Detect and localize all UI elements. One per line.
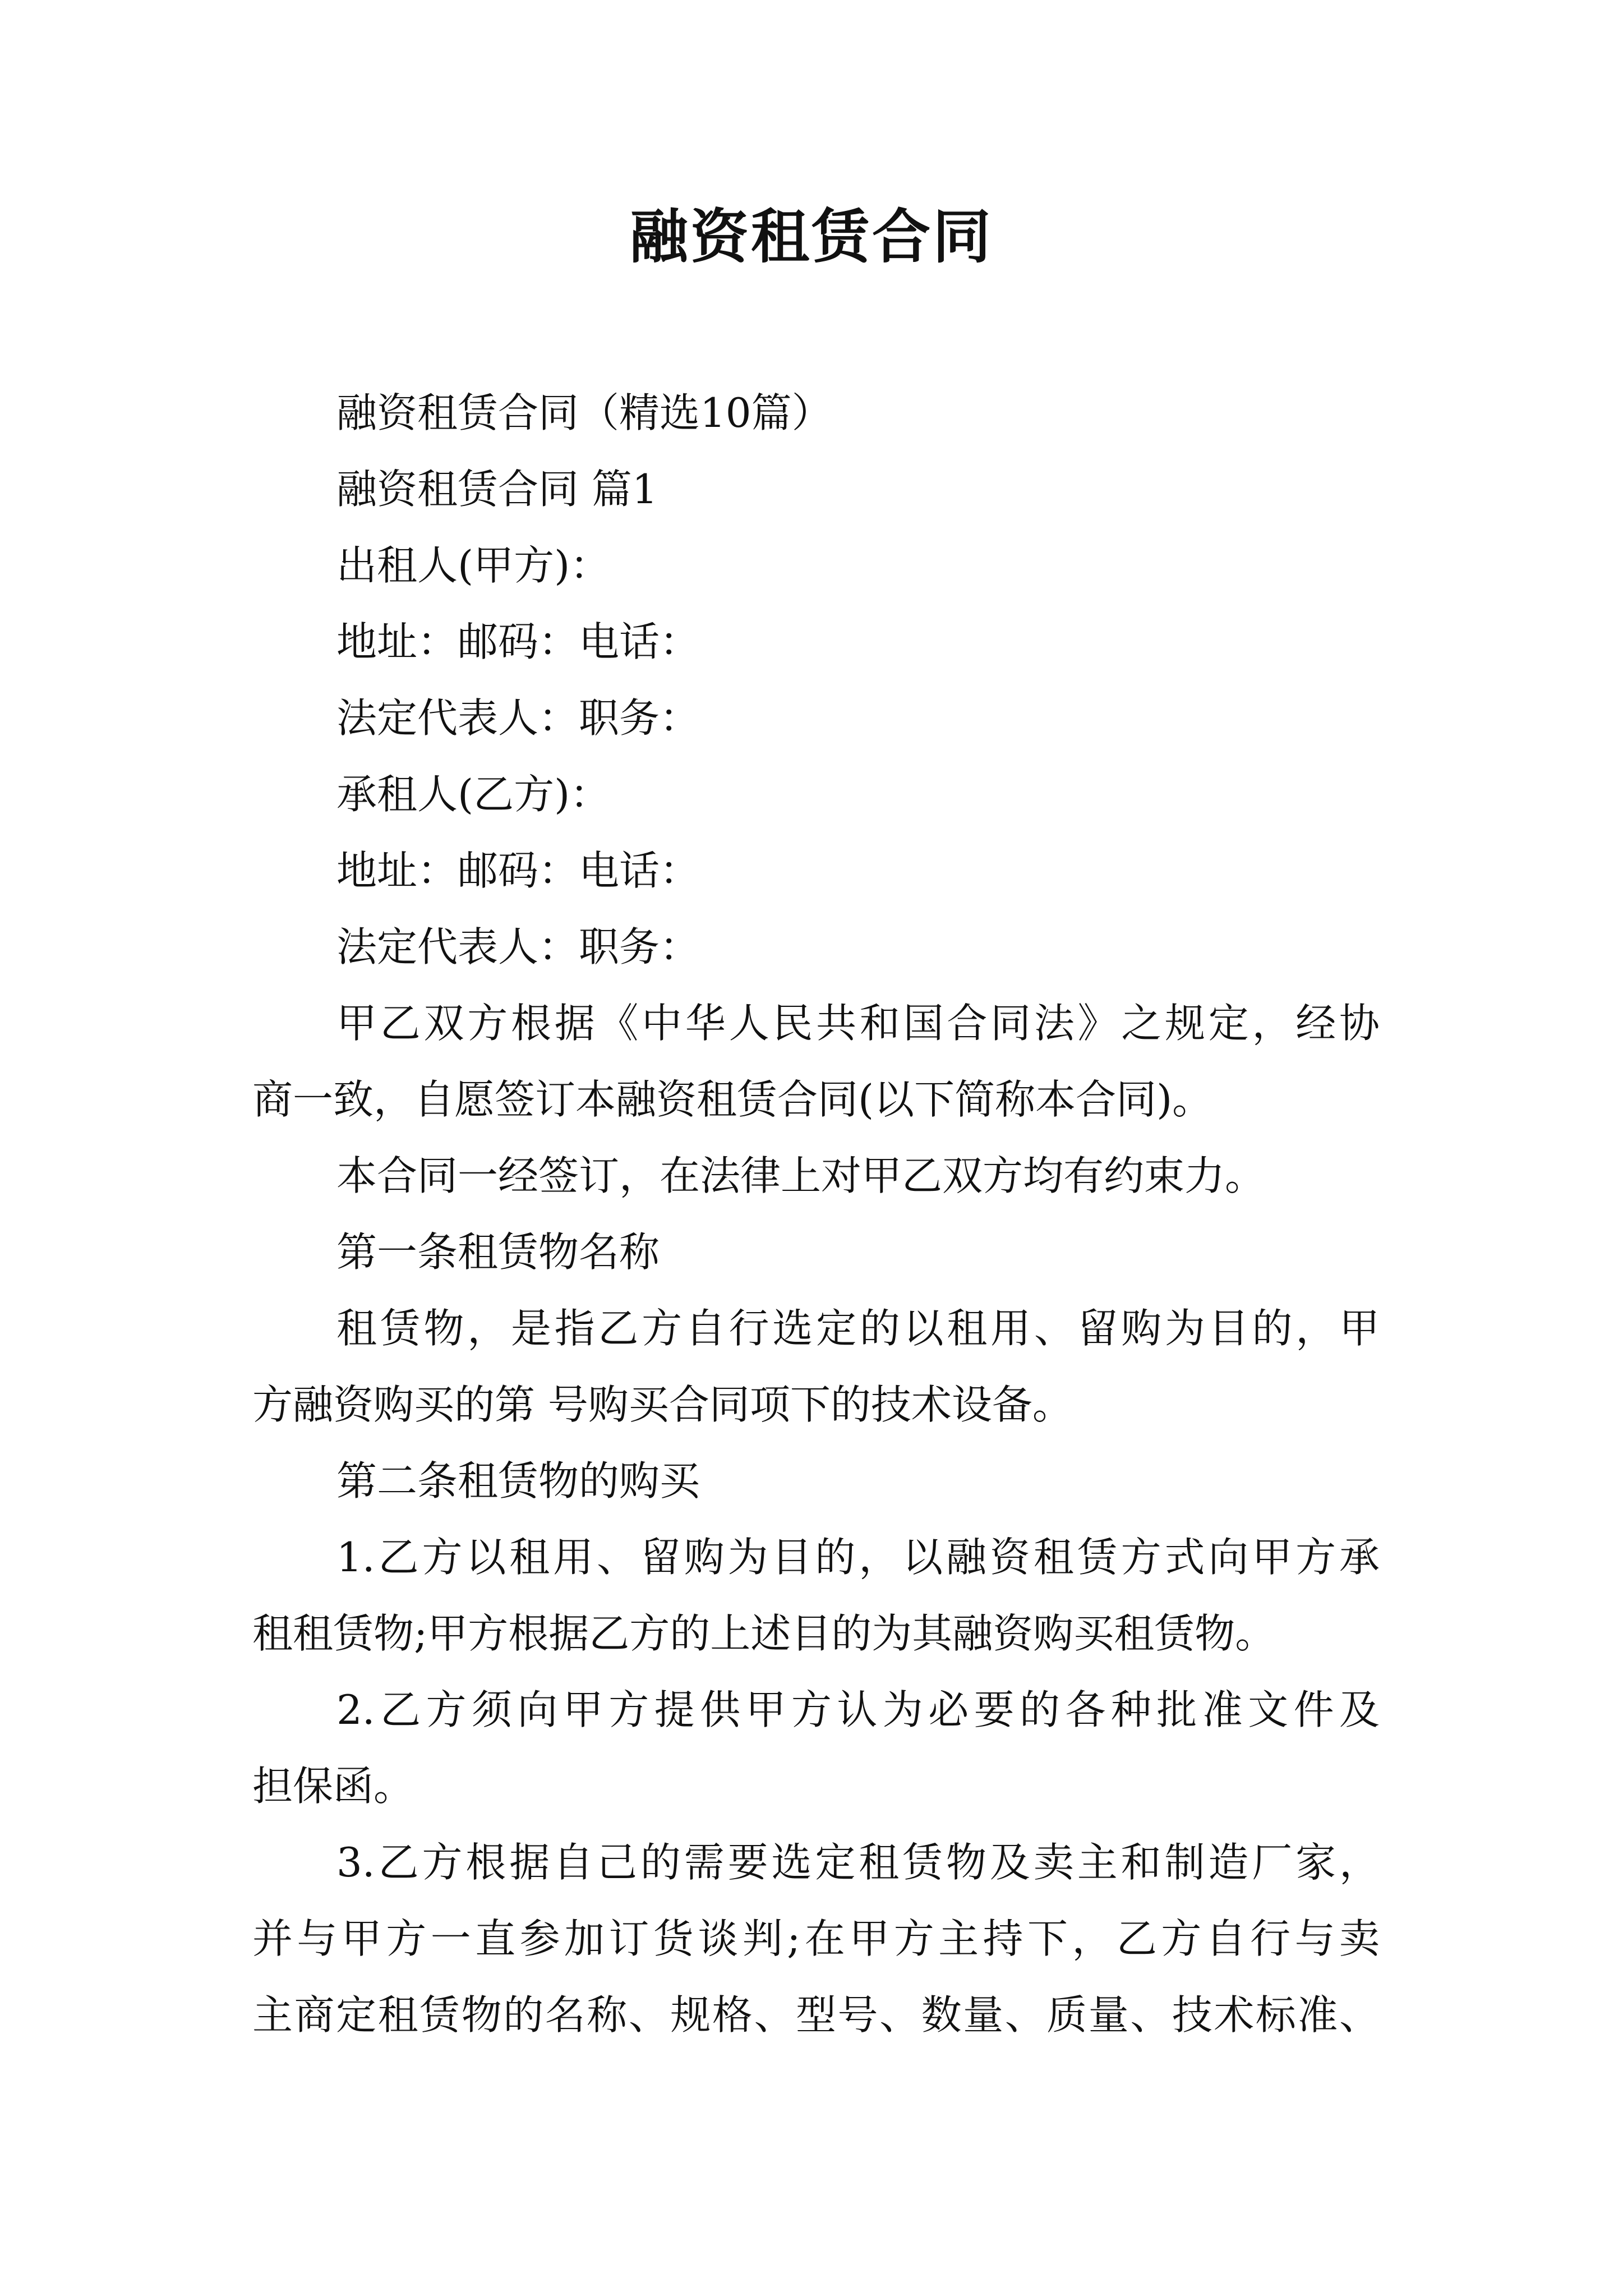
text-line: 并与甲方一直参加订货谈判;在甲方主持下，乙方自行与卖	[252, 1915, 1380, 1962]
text-line: 本合同一经签订，在法律上对甲乙双方均有约束力。	[336, 1152, 1266, 1199]
text-line: 1.乙方以租用、留购为目的，以融资租赁方式向甲方承	[336, 1534, 1380, 1581]
document-body	[252, 375, 1380, 2053]
text-line: 担保函。	[252, 1763, 414, 1810]
text-line: 融资租赁合同 篇1	[336, 466, 658, 513]
text-line: 方融资购买的第 号购买合同项下的技术设备。	[252, 1381, 1073, 1428]
text-line: 承租人(乙方)：	[336, 771, 611, 818]
text-line: 甲乙双方根据《中华人民共和国合同法》之规定，经协	[336, 1000, 1380, 1047]
text-line: 2.乙方须向甲方提供甲方认为必要的各种批准文件及	[336, 1686, 1380, 1733]
text-line: 第二条租赁物的购买	[336, 1457, 700, 1504]
text-line: 第一条租赁物名称	[336, 1228, 660, 1276]
text-line: 法定代表人：职务：	[336, 923, 700, 970]
document-title: 融资租赁合同	[629, 202, 993, 271]
text-line: 法定代表人：职务：	[336, 694, 700, 742]
text-line: 地址：邮码：电话：	[336, 847, 700, 894]
text-line: 出租人(甲方)：	[336, 542, 611, 589]
text-line: 商一致，自愿签订本融资租赁合同(以下简称本合同)。	[252, 1076, 1213, 1123]
text-line: 地址：邮码：电话：	[336, 618, 700, 665]
text-line: 租租赁物;甲方根据乙方的上述目的为其融资购买租赁物。	[252, 1610, 1276, 1657]
text-line: 主商定租赁物的名称、规格、型号、数量、质量、技术标准、	[252, 1991, 1380, 2039]
text-line: 融资租赁合同（精选10篇）	[336, 389, 832, 436]
text-line: 租赁物，是指乙方自行选定的以租用、留购为目的，甲	[336, 1305, 1380, 1352]
text-line: 3.乙方根据自己的需要选定租赁物及卖主和制造厂家，	[336, 1839, 1380, 1886]
